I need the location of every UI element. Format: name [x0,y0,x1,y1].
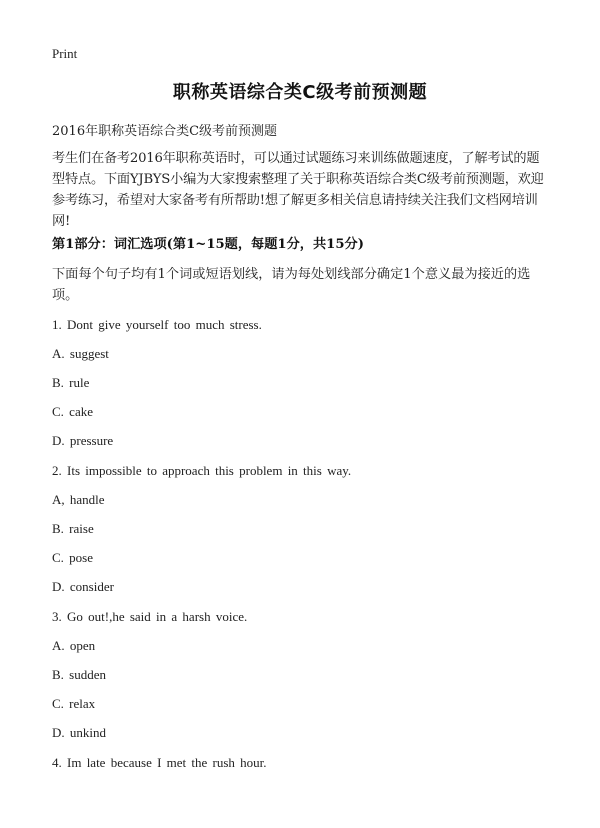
section-instruction: 下面每个句子均有1个词或短语划线，请为每处划线部分确定1个意义最为接近的选项。 [52,267,531,303]
question-1-stem: 1. Dont give yourself too much stress. [52,317,262,332]
question-1-option-d: D. pressure [52,433,114,448]
page-title: 职称英语综合类C级考前预测题 [172,82,428,103]
question-1-option-a: A. suggest [52,346,109,361]
question-2-option-a: A, handle [52,492,105,507]
question-2-stem: 2. Its impossible to approach this problem in this way. [52,463,352,478]
question-3-option-d: D. unkind [52,725,106,740]
question-2-option-c: C. pose [52,550,93,565]
question-1-option-b: B. rule [52,375,90,390]
intro-paragraph: 考生们在备考2016年职称英语时，可以通过试题练习来训练做题速度，了解考试的题型特点。下面YJBYS小编为大家搜索整理了关于职称英语综合类C级考前预测题，欢迎参考练习，希望对大家备考有所帮助!想了解更多相关信息请持续关注我们文档网培训网! [52,151,544,229]
document-subtitle: 2016年职称英语综合类C级考前预测题 [52,124,278,139]
print-link[interactable]: Print [52,46,78,61]
section-heading: 第1部分：词汇选项(第1~15题，每题1分，共15分) [52,237,364,252]
question-3-stem: 3. Go out!,he said in a harsh voice. [52,609,248,624]
question-1-option-c: C. cake [52,404,93,419]
question-3-option-a: A. open [52,638,96,653]
question-3-option-c: C. relax [52,696,96,711]
question-4-stem: 4. Im late because I met the rush hour. [52,755,267,770]
question-2-option-b: B. raise [52,521,94,536]
question-3-option-b: B. sudden [52,667,106,682]
question-2-option-d: D. consider [52,579,114,594]
